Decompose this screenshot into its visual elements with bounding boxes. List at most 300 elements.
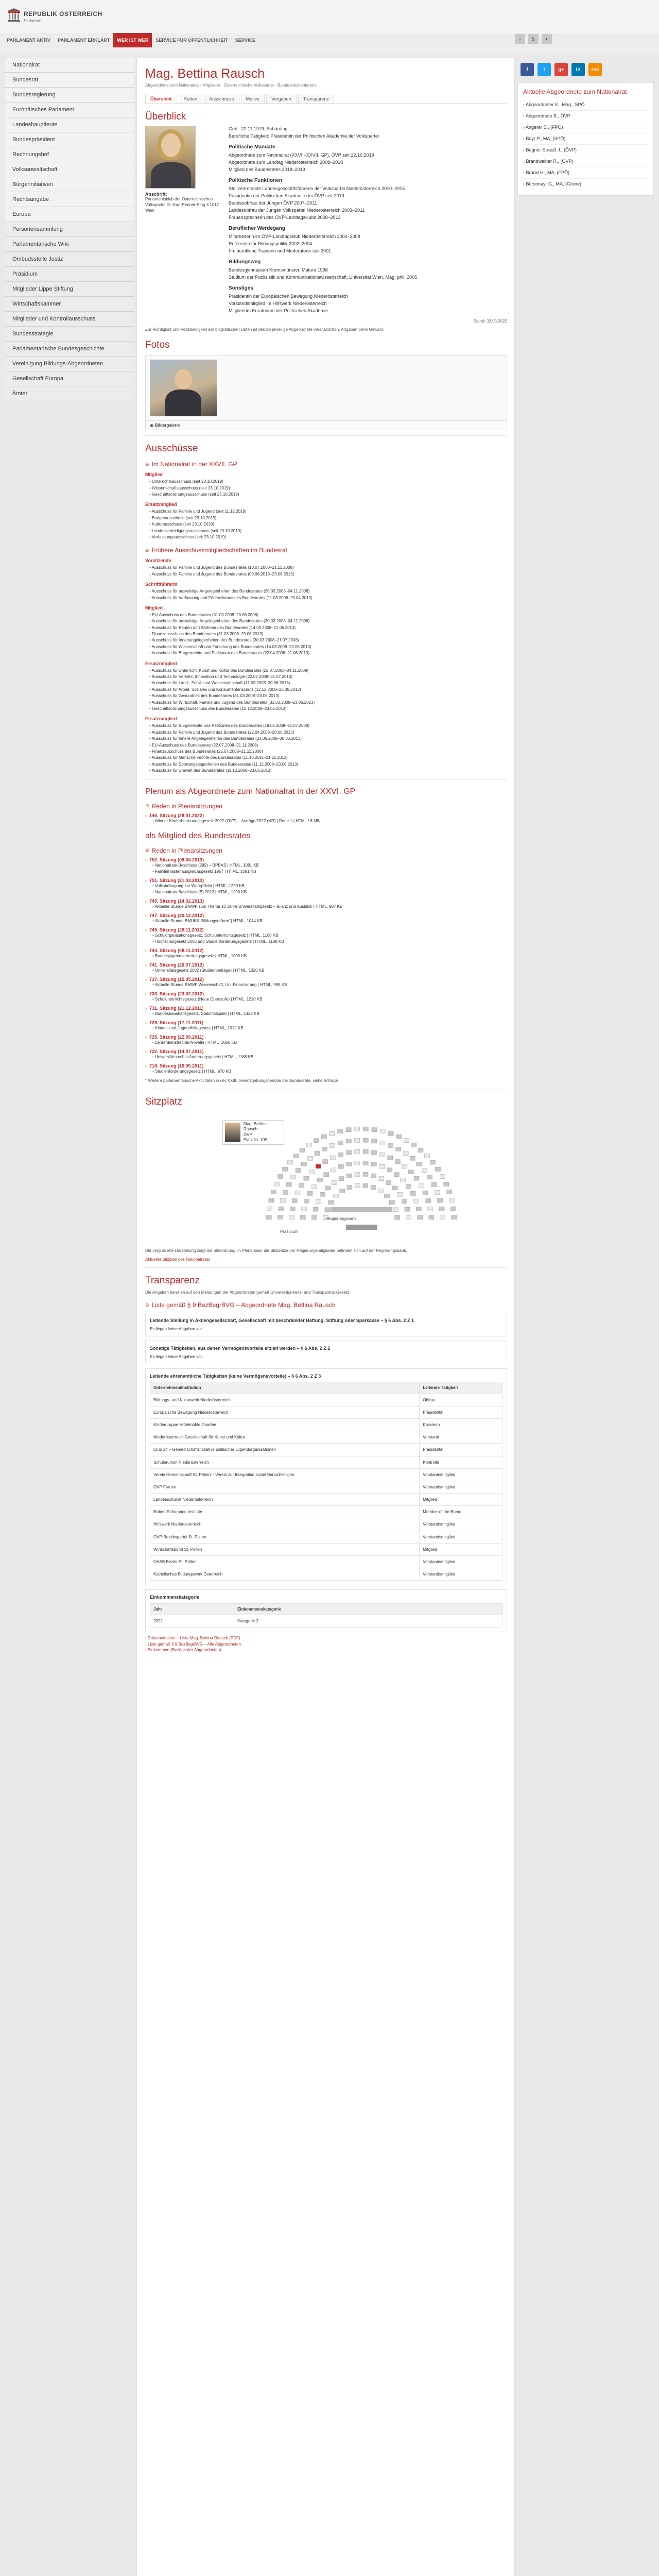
seat [424, 1154, 429, 1158]
table-cell: Mitglied [420, 1494, 502, 1506]
seat [292, 1198, 297, 1202]
sidebar-navigation [5, 58, 134, 401]
nr-committee-groups [145, 472, 507, 540]
committee-item[interactable]: • Geschäftsordnungsausschuss des Bundesrates (12.12.2008–23.06.2013) [145, 706, 507, 712]
table-cell: Präsidentin [420, 1444, 502, 1456]
nav-service-oeffentlichkeit[interactable]: SERVICE FÜR ÖFFENTLICHKEIT [155, 38, 228, 43]
committee-item[interactable]: • Ausschuss für Unterricht, Kunst und Kultur des Bundesrates (22.07.2008–04.11.2008) [145, 668, 507, 674]
seat [355, 1138, 360, 1142]
committee-item[interactable]: • Wissenschaftsausschuss (seit 23.10.2019) [145, 485, 507, 492]
committee-item[interactable]: • Ausschuss für Familie und Jugend (seit 11.12.2019) [145, 509, 507, 515]
member-link[interactable]: › Abgeordneter K., Mag., SPÖ [523, 99, 648, 111]
seating-link[interactable] [145, 1257, 507, 1262]
overview-section-item: Bundesgymnasium Kremsmünster, Matura 1998 [229, 267, 328, 273]
table-cell: Vorstand [420, 1431, 502, 1444]
seat [426, 1198, 431, 1202]
seat [278, 1215, 283, 1219]
sidebar-item[interactable]: Europa [5, 207, 134, 222]
logo-title: REPUBLIK ÖSTERREICH [24, 10, 102, 18]
transparenz-link-pdf-text[interactable]: Dokumentation – Liste Mag. Bettina Rausch (PDF) [147, 1636, 240, 1641]
nr-committees-heading[interactable] [145, 461, 507, 468]
member-link[interactable]: › Bürstmayr G., MA, (Grüne) [523, 179, 648, 190]
session-items [145, 953, 507, 959]
committee-item[interactable]: • Ausschuss für Verkehr, Innovation und Technologie (22.07.2008–31.07.2013) [145, 674, 507, 680]
seat [269, 1198, 274, 1202]
seat [431, 1182, 437, 1187]
member-link[interactable]: › Angerer E., (FPÖ) [523, 122, 648, 133]
br-session-list [145, 857, 507, 1075]
sidebar-item[interactable]: Präsidium [5, 267, 134, 282]
nr-session-list [145, 813, 507, 824]
seating-note: Die vergrößerte Darstellung zeigt die Sitzordnung im Plenarsaal; die Sitzplätze der Regierungsmitglieder befinden sich auf der Regierungsbank. [145, 1248, 407, 1253]
seat [295, 1191, 300, 1195]
br-committees-heading[interactable] [145, 547, 507, 554]
fotos-heading: Fotos [145, 340, 170, 351]
gallery-photo[interactable] [150, 360, 217, 416]
speech-item[interactable]: • Aktuelle Stunde BMWF zum Thema 10 Jahre Universitätsgesetz – Bilanz und Ausblick | HTML, 987 KB [152, 904, 507, 910]
session-entry [145, 1063, 507, 1075]
seat [406, 1215, 411, 1219]
table-cell: Member of the Board [420, 1506, 502, 1518]
overview-section-item: Präsidentin der Europäischen Bewegung Niederösterreich [229, 293, 348, 299]
nav-wer-ist-wer[interactable]: WER IST WER [113, 33, 152, 47]
speech-item[interactable]: • Universitätsrechts-Änderungsgesetz | HTML, 1188 KB [152, 1054, 507, 1060]
sonstige-taetigkeiten-title: Sonstige Tätigkeiten, aus denen Vermögensvorteile erzielt werden – § 6 Abs. 2 Z 2 [150, 1346, 331, 1351]
seat [416, 1207, 421, 1211]
seat [346, 1127, 351, 1131]
session-title[interactable]: 146. Sitzung (28.01.2022) [149, 812, 204, 818]
table-cell: Vorstandsmitglied [420, 1556, 502, 1568]
table-row [150, 1494, 502, 1506]
seat [338, 1164, 343, 1168]
seat [372, 1139, 377, 1143]
session-title[interactable]: 733. Sitzung (23.02.2012) [149, 991, 204, 996]
committee-list [145, 509, 507, 540]
transparenz-links [145, 1635, 507, 1653]
table-row [150, 1531, 502, 1543]
nav-parlament-erklaert[interactable]: PARLAMENT ERKLÄRT [58, 38, 110, 43]
sidebar-item[interactable]: Rechtsangabe [5, 192, 134, 207]
sidebar-item[interactable]: Nationalrat [5, 58, 134, 73]
committee-item[interactable]: • Verfassungsausschuss (seit 23.10.2019) [145, 534, 507, 540]
sitzplatz-heading: Sitzplatz [145, 1096, 182, 1107]
plenum-br-heading: als Mitglied des Bundesrates [145, 831, 251, 840]
current-members-list [523, 99, 648, 190]
committee-item[interactable]: • Ausschuss für Familie und Jugend des Bundesrates (10.07.2008–21.11.2008) [145, 565, 507, 571]
overview-section-item: Studium der Publizistik und Kommunikationswissenschaft, Universität Wien, Mag. phil. 2005 [229, 274, 418, 280]
transparenz-link-einkommen[interactable]: › Einkommen (Bezüge der Abgeordneten) [145, 1647, 221, 1652]
seat [402, 1199, 407, 1204]
seat [313, 1207, 318, 1211]
session-title[interactable]: 718. Sitzung (19.05.2011) [149, 1063, 204, 1069]
plenum-br-subheading[interactable] [145, 847, 507, 854]
ausschuesse-heading: Ausschüsse [145, 443, 198, 454]
session-heading[interactable] [145, 878, 507, 883]
presidium-desk [346, 1225, 377, 1230]
seat [338, 1141, 343, 1145]
session-heading[interactable] [145, 1049, 507, 1054]
table-cell: Landesschulrat Niederösterreich [150, 1494, 420, 1506]
committee-item[interactable]: • Ausschuss für Wissenschaft und Forschung des Bundesrates (14.03.2008–23.06.2013) [145, 644, 507, 650]
speech-item[interactable]: • Wiener Kinderbetreuungsgesetz 2022 (ÖVP) – Anträge/2022 (NR) | Rede 1 | HTML / 6 MB [152, 818, 507, 824]
search-icon[interactable]: ⌕ [515, 34, 525, 44]
plenum-br-sub-label: Reden in Plenarsitzungen [151, 846, 222, 854]
overview-details [229, 126, 507, 315]
transparenz-link-einkommen-text[interactable]: Einkommen (Bezüge der Abgeordneten) [147, 1647, 221, 1652]
sonstige-taetigkeiten-box [145, 1341, 507, 1364]
photo-gallery[interactable] [145, 355, 507, 430]
sidebar-item[interactable]: Personensammlung [5, 222, 134, 237]
chevron-down-icon: ⊖ [145, 461, 149, 467]
seat [388, 1143, 393, 1147]
committee-item[interactable]: • Ausschuss für Innenangelegenheiten des Bundesrates (30.03.2008–21.07.2008) [145, 637, 507, 643]
session-heading[interactable] [145, 991, 507, 996]
chevron-right-icon: › [145, 877, 147, 883]
speech-item[interactable]: • Bundeshaushaltsgesetz, Stabilitätspakt | HTML, 1422 KB [152, 1011, 507, 1017]
tab-reden[interactable]: Reden [179, 94, 203, 104]
session-heading[interactable] [145, 1020, 507, 1025]
committee-item[interactable]: • Ausschuss für Verfassung und Föderalismus des Bundesrates (11.03.2008–23.04.2013) [145, 595, 507, 601]
transparenz-link-pdf[interactable]: › Dokumentation – Liste Mag. Bettina Rausch (PDF) [145, 1636, 240, 1641]
overview-section-item: Landesobfrau der Jungen Volkspartei Niederösterreich 2003–2011 [229, 208, 365, 213]
session-items [145, 883, 507, 895]
table-cell: Bildungs- und Kulturwerk Niederösterreich [150, 1394, 420, 1406]
session-title[interactable]: 741. Sitzung (26.07.2012) [149, 962, 204, 968]
committee-role-heading: Mitglied [145, 605, 163, 611]
session-heading[interactable] [145, 913, 507, 918]
seat [414, 1199, 419, 1203]
googleplus-icon[interactable]: g+ [554, 63, 568, 76]
chevron-right-icon: › [145, 857, 147, 862]
sidebar-item[interactable]: Ämter [5, 386, 134, 401]
overview-section-heading: Beruflicher Werdegang [229, 226, 285, 232]
committee-item[interactable]: • EU-Ausschuss des Bundesrates (31.03.2008–23.06.2008) [145, 612, 507, 618]
seat [304, 1176, 309, 1180]
table-cell: Vorstandsmitglied [420, 1481, 502, 1493]
session-title[interactable]: 752. Sitzung (09.04.2013) [149, 857, 204, 862]
seat [291, 1175, 296, 1179]
session-entry [145, 878, 507, 895]
chevron-right-icon: › [145, 927, 147, 933]
session-title[interactable]: 725. Sitzung (22.09.2011) [149, 1034, 204, 1040]
seat [331, 1168, 336, 1172]
member-link[interactable]: › Bogner-Strauß J., (ÖVP) [523, 145, 648, 156]
committee-item[interactable]: • Ausschuss für Gesundheit des Bundesrates (31.03.2008–23.06.2013) [145, 693, 507, 699]
table-cell: Niederösterreich Gesellschaft für Kunst und Kultur [150, 1431, 420, 1444]
gallery-icon: ▣ [150, 423, 155, 428]
tab-uebersicht[interactable]: Übersicht [145, 94, 177, 104]
tab-ausschuesse[interactable]: Ausschüsse [204, 94, 239, 104]
session-entry [145, 1049, 507, 1060]
table-row [150, 1406, 502, 1418]
leitende-stellung-title: Leitende Stellung in Aktiengesellschaft, Gesellschaft mit beschränkter Haftung, Stiftung oder Sparkasse – § 6 Abs. 2 Z 1 [150, 1318, 414, 1324]
member-link[interactable]: › Brückl H., MA, (FPÖ) [523, 167, 648, 179]
committee-item[interactable]: • Ausschuss für Sportangelegenheiten des Bundesrates (11.12.2008–23.06.2013) [145, 761, 507, 768]
nav-service[interactable]: SERVICE [235, 38, 256, 43]
committee-item[interactable]: • Ausschuss für Familie und Jugend des Bundesrates (09.06.2013–23.06.2013) [145, 571, 507, 578]
speech-item[interactable]: • Kinder- und Jugendhilfegesetz | HTML, 1012 KB [152, 1025, 507, 1031]
sidebar-item[interactable]: Wirtschaftskammer [5, 297, 134, 312]
seat [440, 1215, 445, 1219]
seat [355, 1149, 360, 1154]
committee-item[interactable]: • Ausschuss für Bürgerrechte und Petitionen des Bundesrates (19.05.2008–21.07.2008) [145, 723, 507, 729]
seat [422, 1168, 427, 1172]
session-entry [145, 962, 507, 974]
session-heading[interactable] [145, 927, 507, 933]
facebook-icon[interactable]: f [521, 63, 534, 76]
member-link[interactable]: › Brandweiner R., (ÖVP) [523, 156, 648, 167]
table-cell: Vorstandsmitglied [420, 1518, 502, 1531]
speech-item[interactable]: • Familienlastenausgleichsgesetz 1967 | HTML, 1081 KB [152, 869, 507, 875]
divider [145, 779, 507, 780]
seat [355, 1161, 360, 1165]
parliament-logo[interactable] [7, 7, 102, 25]
language-icon[interactable]: ◐ [542, 34, 552, 44]
seat [283, 1190, 288, 1194]
transparenz-link-all[interactable]: › Liste gemäß § 9 BezBegrBVG – Alle Abgeordneten [145, 1641, 241, 1647]
table-row [150, 1518, 502, 1531]
speech-item[interactable]: • Aktuelle Stunde BMUKK 'Bildungsreform' | HTML, 1044 KB [152, 918, 507, 924]
einkommen-box [145, 1589, 507, 1632]
divider [145, 435, 507, 436]
seat [363, 1161, 368, 1165]
speech-item[interactable]: • Lehrerdienstrechts-Novelle | HTML, 1066 KB [152, 1040, 507, 1046]
seat [338, 1129, 343, 1133]
session-title[interactable]: 747. Sitzung (20.12.2012) [149, 912, 204, 918]
chevron-right-icon: › [145, 976, 147, 982]
seat [363, 1138, 368, 1142]
committee-item[interactable]: • Budgetausschuss (seit 23.10.2019) [145, 515, 507, 521]
sidebar-item[interactable]: Bundesrat [5, 73, 134, 88]
speech-item[interactable]: • Universitätsgesetz 2002 (Studienbeiträge) | HTML, 1320 KB [152, 968, 507, 974]
committee-item[interactable]: • Finanzausschuss des Bundesrates (22.07.2008–21.11.2008) [145, 749, 507, 755]
session-items [145, 862, 507, 875]
table-row [150, 1468, 502, 1481]
tab-vergaben[interactable]: Vergaben [266, 94, 297, 104]
portrait-photo[interactable] [145, 126, 196, 189]
speech-item[interactable]: • Volksbefragung zur Wehrpflicht | HTML, 1290 KB [152, 883, 507, 889]
table-cell: Präsidentin [420, 1406, 502, 1418]
seat [371, 1185, 376, 1190]
plenum-nr-sub-label: Reden in Plenarsitzungen [151, 802, 222, 810]
session-title[interactable]: 745. Sitzung (29.11.2012) [149, 927, 204, 933]
speech-item[interactable]: • Schulorganisationsgesetz, Schulunterrichtsgesetz | HTML, 1108 KB [152, 933, 507, 939]
seat [299, 1183, 304, 1187]
seat [414, 1176, 419, 1180]
committee-item[interactable]: • Ausschuss für auswärtige Angelegenheiten des Bundesrates (30.03.2008–04.11.2008) [145, 588, 507, 595]
sidebar-item[interactable]: Bürgerinitiativen [5, 177, 134, 192]
session-heading[interactable] [145, 962, 507, 968]
transparenz-link-all-text[interactable]: Liste gemäß § 9 BezBegrBVG – Alle Abgeordneten [147, 1641, 241, 1647]
sonstige-taetigkeiten-text: Es liegen keine Angaben vor. [150, 1354, 203, 1359]
committee-role-heading: Schriftführerin [145, 582, 178, 587]
committee-item[interactable]: • Landesverteidigungsausschuss (seit 23.10.2019) [145, 528, 507, 534]
session-entry [145, 977, 507, 988]
seat [300, 1215, 305, 1219]
committee-item[interactable]: • Finanzausschuss des Bundesrates (31.03.2008–23.06.2013) [145, 631, 507, 637]
einkommen-table [150, 1603, 502, 1628]
sidebar-item[interactable]: Europäisches Parlament [5, 103, 134, 117]
sidebar-item[interactable]: Mitglieder und Kontrollausschuss [5, 312, 134, 327]
sidebar-item[interactable]: Bundesstrategie [5, 327, 134, 342]
committee-list [145, 612, 507, 657]
chevron-right-icon: › [145, 912, 147, 918]
seat [309, 1170, 315, 1174]
profession-info: Berufliche Tätigkeit: Präsidentin der Politischen Akademie der Volkspartei [229, 133, 379, 139]
session-title[interactable]: 728. Sitzung (17.11.2011) [149, 1020, 204, 1025]
committee-item[interactable]: • EU-Ausschuss des Bundesrates (22.07.2008–21.11.2008) [145, 742, 507, 749]
seat [271, 1190, 276, 1194]
accessibility-icon[interactable]: ♿ [528, 34, 539, 44]
table-cell: Kategorie 2 [234, 1615, 502, 1628]
seat [363, 1149, 368, 1154]
seat [278, 1174, 283, 1178]
overview-section-heading: Politische Mandate [229, 144, 275, 150]
table-cell: Schülerunion Niederösterreich [150, 1456, 420, 1468]
session-title[interactable]: 749. Sitzung (14.02.2013) [149, 898, 204, 904]
plenum-nr-heading: Plenum als Abgeordnete zum Nationalrat in der XXVI. GP [145, 787, 356, 796]
parliament-emblem-icon [7, 8, 21, 23]
table-cell: 2022 [150, 1615, 234, 1628]
tab-motive[interactable]: Motive [241, 94, 265, 104]
committee-list [145, 588, 507, 601]
member-link[interactable]: › Bayr P., MA, (SPÖ) [523, 133, 648, 145]
chevron-right-icon: › [145, 812, 147, 818]
sidebar-item[interactable]: Bundespräsident [5, 132, 134, 147]
seat [418, 1148, 423, 1152]
seat [380, 1141, 385, 1145]
seat [330, 1143, 335, 1147]
sidebar-item[interactable]: Mitglieder Lippe Stiftung [5, 282, 134, 297]
seat [283, 1167, 288, 1171]
seat [396, 1147, 401, 1151]
table-cell: Vorstandsmitglied [420, 1531, 502, 1543]
committee-item[interactable]: • Geschäftsordnungsausschuss (seit 23.10.2019) [145, 492, 507, 498]
sidebar-item[interactable]: Vereinigung Bildungs-Abgeordneten [5, 357, 134, 371]
committee-item[interactable]: • Ausschuss für Wirtschaft, Familie und Jugend des Bundesrates (31.03.2008–23.06.2013) [145, 700, 507, 706]
sidebar-item[interactable]: Rechnungshof [5, 147, 134, 162]
seat [430, 1160, 436, 1164]
session-heading[interactable] [145, 1006, 507, 1011]
session-heading[interactable] [145, 1035, 507, 1040]
sidebar-item[interactable]: Ombudsstelle Justiz [5, 252, 134, 267]
sidebar-item[interactable]: Landeshauptleute [5, 117, 134, 132]
committee-item[interactable]: • Ausschuss für Innere Angelegenheiten des Bundesrates (23.06.2008–30.06.2013) [145, 736, 507, 742]
speech-item[interactable]: • Bundesjugendvertretungsgesetz | HTML, 1005 KB [152, 953, 507, 959]
seat [289, 1215, 294, 1219]
session-heading[interactable] [145, 977, 507, 982]
profile-tabs [145, 94, 507, 104]
seat [410, 1191, 415, 1195]
logo-subtitle: Parlament [24, 19, 43, 23]
member-link[interactable]: › Abgeordnete B., ÖVP [523, 111, 648, 122]
committee-item[interactable]: • Ausschuss für auswärtige Angelegenheiten des Bundesrates (30.03.2008–04.11.2008) [145, 618, 507, 624]
sidebar-item[interactable]: Gesellschaft Europa [5, 371, 134, 386]
session-heading[interactable] [145, 948, 507, 953]
sidebar-item[interactable]: Volksanwaltschaft [5, 162, 134, 177]
transparenz-heading: Transparenz [145, 1275, 200, 1286]
session-title[interactable]: 731. Sitzung (21.12.2011) [149, 1005, 204, 1011]
overview-section-item: Referentin für Bildungspolitik 2002–2004 [229, 241, 313, 247]
seat [288, 1160, 293, 1164]
speech-item[interactable]: • Nationalrats-Beschluss (299) – BPBAS | HTML, 1081 KB [152, 862, 507, 869]
session-items [145, 1025, 507, 1031]
twitter-icon[interactable]: t [537, 63, 551, 76]
plenum-nr-subheading[interactable] [145, 803, 507, 810]
table-cell: Kassierin [420, 1418, 502, 1431]
session-title[interactable]: 722. Sitzung (14.07.2011) [149, 1048, 204, 1054]
seat [411, 1143, 417, 1147]
table-cell: ÖAAB Bezirk St. Pölten [150, 1556, 420, 1568]
session-title[interactable]: 751. Sitzung (21.03.2013) [149, 877, 204, 883]
speech-item[interactable]: • Studienförderungsgesetz | HTML, 970 KB [152, 1069, 507, 1075]
committee-item[interactable]: • Ausschuss für Bauten und Wohnen des Bundesrates (14.03.2008–21.06.2013) [145, 625, 507, 631]
sidebar-item[interactable]: Parlamentarische Wiki [5, 237, 134, 252]
top-navigation [0, 33, 515, 47]
chevron-down-icon: ⊖ [145, 547, 149, 553]
nav-parlament-aktiv[interactable]: PARLAMENT AKTIV [7, 38, 50, 43]
table-cell: Robert Schumann Institute [150, 1506, 420, 1518]
linkedin-icon[interactable]: in [571, 63, 585, 76]
session-title[interactable]: 737. Sitzung (15.05.2012) [149, 976, 204, 982]
rss-icon[interactable]: rss [588, 63, 602, 76]
tab-transparenz[interactable]: Transparenz [298, 94, 334, 104]
session-heading[interactable] [145, 813, 507, 818]
transparenz-intro: Die Angaben beruhen auf den Meldungen der Abgeordneten gemäß Unvereinbarkeits- und Transparenz-Gesetz. [145, 1290, 351, 1295]
session-entry [145, 948, 507, 959]
seat [427, 1175, 432, 1179]
overview-section-heading: Sonstiges [229, 285, 253, 292]
seating-plan [145, 1111, 508, 1245]
committee-item[interactable]: • Ausschuss für Menschenrechte des Bundesrates (11.10.2011–21.11.2013) [145, 755, 507, 761]
header-tools [515, 34, 552, 44]
committee-item[interactable]: • Unterrichtsausschuss (seit 23.10.2019) [145, 479, 507, 485]
committee-item[interactable]: • Ausschuss für Bürgerrechte und Petitionen des Bundesrates (22.04.2008–21.06.2013) [145, 650, 507, 656]
chevron-right-icon: › [145, 1005, 147, 1011]
address-label: Anschrift: [145, 192, 167, 197]
speech-item[interactable]: • Hochschulgesetz 2005 und Studienförderungsgesetz | HTML, 1108 KB [152, 939, 507, 945]
table-cell: Kontrolle [420, 1456, 502, 1468]
sidebar-item[interactable]: Parlamentarische Bundesgeschichte [5, 342, 134, 357]
committee-item[interactable]: • Ausschuss für Arbeit, Soziales und Konsumentenschutz (12.12.2008–23.06.2013) [145, 687, 507, 693]
breadcrumb: Abgeordnete zum Nationalrat · Mitglieder · Österreichische Volkspartei · Bundesratskonferenz [145, 83, 317, 88]
seat [317, 1178, 322, 1182]
seating-link-text[interactable]: Aktueller Sitzplan des Nationalrates [145, 1257, 211, 1262]
session-title[interactable]: 744. Sitzung (08.11.2012) [149, 947, 204, 953]
seat [408, 1170, 413, 1174]
speech-item[interactable]: • Schulunterrichtsgesetz (Neue Oberstufe) | HTML, 1210 KB [152, 996, 507, 1003]
speech-item[interactable]: • Nationalrats-Beschluss (B) 2012 | HTML, 1290 KB [152, 889, 507, 895]
transparenz-sub-label: Liste gemäß § 9 BezBegrBVG – Abgeordnete Mag. Bettina Rausch [151, 1301, 336, 1309]
committee-item[interactable]: • Ausschuss für Land-, Forst- und Wasserwirtschaft (31.03.2008–30.06.2013) [145, 680, 507, 686]
committee-item[interactable]: • Kulturausschuss (seit 23.10.2019) [145, 521, 507, 528]
table-header: Unternehmen/Institution [150, 1382, 420, 1394]
seat [323, 1159, 328, 1163]
seat [320, 1192, 325, 1196]
committee-item[interactable]: • Ausschuss für Umwelt des Bundesrates (11.12.2008–23.06.2013) [145, 768, 507, 774]
table-row [150, 1444, 502, 1456]
committee-item[interactable]: • Ausschuss für Familie und Jugend des Bundesrates (22.04.2008–20.06.2013) [145, 730, 507, 736]
transparenz-subheading[interactable] [145, 1301, 507, 1309]
speech-item[interactable]: • Aktuelle Stunde BMWF Wissenschaft, Uni-Finanzierung | HTML, 998 KB [152, 982, 507, 988]
seat [418, 1215, 423, 1219]
session-heading[interactable] [145, 1063, 507, 1069]
sidebar-item[interactable]: Bundesregierung [5, 88, 134, 103]
session-heading[interactable] [145, 857, 507, 862]
session-heading[interactable] [145, 899, 507, 904]
seat [328, 1200, 334, 1204]
seat [300, 1148, 305, 1152]
